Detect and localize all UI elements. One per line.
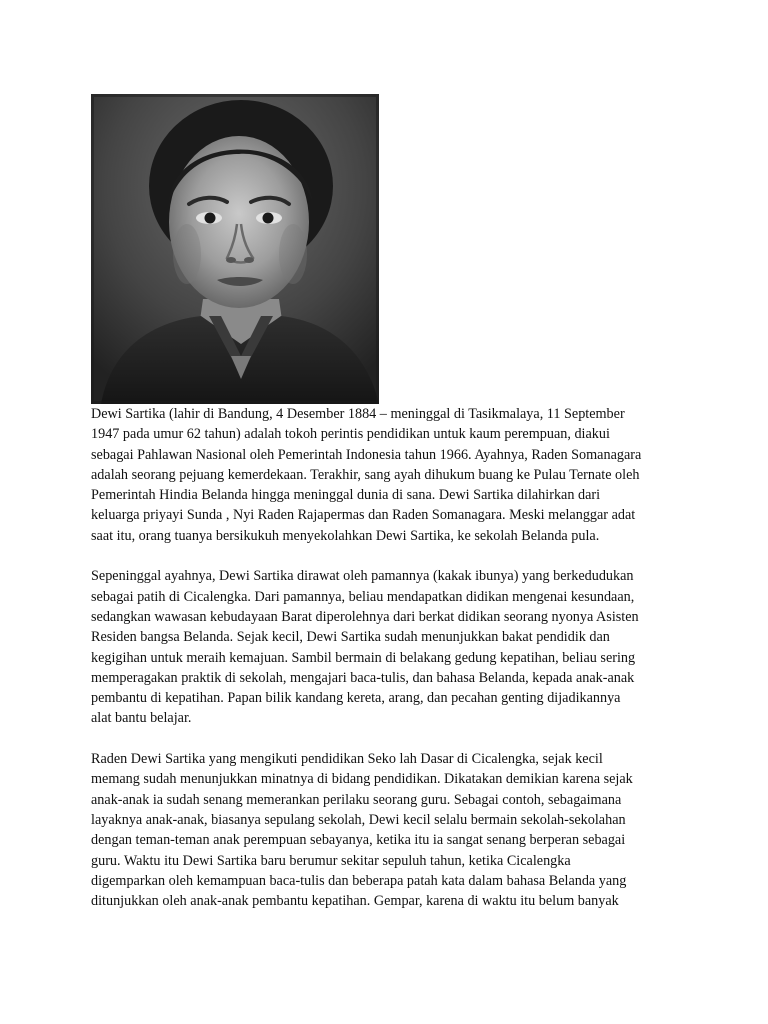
text-line: adalah seorang pejuang kemerdekaan. Terakhir, sang ayah dihukum buang ke Pulau Ternate oleh <box>91 466 640 483</box>
text-line: anak-anak ia sudah senang memerankan perilaku seorang guru. Sebagai contoh, sebagaimana <box>91 791 622 808</box>
portrait-photo <box>91 94 379 404</box>
text-line: sedangkan wawasan kebudayaan Barat diperolehnya dari berkat didikan seorang nyonya Asisten <box>91 608 639 625</box>
text-line: alat bantu belajar. <box>91 710 192 727</box>
text-line: kegigihan untuk meraih kemajuan. Sambil bermain di belakang gedung kepatihan, beliau sering <box>91 649 636 666</box>
text-line: 1947 pada umur 62 tahun) adalah tokoh perintis pendidikan untuk kaum perempuan, diakui <box>91 426 610 443</box>
text-line: digemparkan oleh kemampuan baca-tulis dan beberapa patah kata dalam bahasa Belanda yang <box>91 872 627 889</box>
text-line: saat itu, orang tuanya bersikukuh menyekolahkan Dewi Sartika, ke sekolah Belanda pula. <box>91 527 600 544</box>
paragraph-3 <box>91 749 681 911</box>
text-line: keluarga priyayi Sunda , Nyi Raden Rajapermas dan Raden Somanagara. Meski melanggar adat <box>91 507 636 524</box>
text-line: sebagai Pahlawan Nasional oleh Pemerintah Indonesia tahun 1966. Ayahnya, Raden Somanagara <box>91 446 642 463</box>
paragraph-1 <box>91 404 681 546</box>
article-body <box>91 404 681 932</box>
text-line: dengan teman-teman anak perempuan sebayanya, ketika itu ia sangat senang berperan sebagai <box>91 832 626 849</box>
paragraph-2 <box>91 566 681 728</box>
portrait-photo-icon <box>91 94 379 404</box>
text-line: Pemerintah Hindia Belanda hingga meninggal dunia di sana. Dewi Sartika dilahirkan dari <box>91 487 601 504</box>
text-line: layaknya anak-anak, biasanya sepulang sekolah, Dewi kecil selalu bermain sekolah-sekolahan <box>91 811 626 828</box>
text-line: memang sudah menunjukkan minatnya di bidang pendidikan. Dikatakan demikian karena sejak <box>91 771 633 788</box>
text-line: pembantu di kepatihan. Papan bilik kandang kereta, arang, dan pecahan genting dijadikannya <box>91 690 621 707</box>
text-line: guru. Waktu itu Dewi Sartika baru berumur sekitar sepuluh tahun, ketika Cicalengka <box>91 852 571 869</box>
text-line: Dewi Sartika (lahir di Bandung, 4 Desember 1884 – meninggal di Tasikmalaya, 11 September <box>91 406 625 422</box>
text-line: Sepeninggal ayahnya, Dewi Sartika dirawat oleh pamannya (kakak ibunya) yang berkedudukan <box>91 568 634 585</box>
text-line: sebagai patih di Cicalengka. Dari pamannya, beliau mendapatkan didikan mengenai kesundaan, <box>91 588 635 605</box>
text-line: Raden Dewi Sartika yang mengikuti pendidikan Seko lah Dasar di Cicalengka, sejak kecil <box>91 751 603 768</box>
text-line: ditunjukkan oleh anak-anak pembantu kepatihan. Gempar, karena di waktu itu belum banyak <box>91 893 619 910</box>
text-line: Residen bangsa Belanda. Sejak kecil, Dewi Sartika sudah menunjukkan bakat pendidik dan <box>91 629 610 646</box>
text-line: memperagakan praktik di sekolah, mengajari baca-tulis, dan bahasa Belanda, kepada anak-anak <box>91 669 635 686</box>
